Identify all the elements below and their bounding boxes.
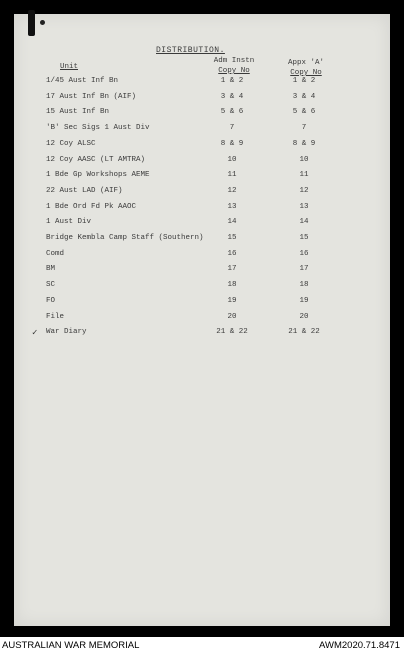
unit-cell: 12 Coy AASC (LT AMTRA) <box>46 156 146 164</box>
table-row <box>0 140 404 152</box>
table-row <box>0 265 404 277</box>
adm-instn-copy-cell: 18 <box>227 281 237 289</box>
unit-cell: SC <box>46 281 56 289</box>
unit-cell: 1/45 Aust Inf Bn <box>46 77 119 85</box>
unit-header: Unit <box>60 63 79 71</box>
appx-a-copy-cell: 3 & 4 <box>292 93 316 101</box>
footer-accession: AWM2020.71.8471 <box>319 640 400 651</box>
table-row <box>0 203 404 215</box>
adm-instn-copy-cell: 20 <box>227 313 237 321</box>
unit-cell: 22 Aust LAD (AIF) <box>46 187 123 195</box>
appx-a-copy-cell: 21 & 22 <box>288 328 320 336</box>
adm-instn-copy-cell: 3 & 4 <box>220 93 244 101</box>
document-title: DISTRIBUTION. <box>156 46 225 55</box>
adm-instn-copy-cell: 17 <box>227 265 237 273</box>
table-row <box>0 124 404 136</box>
appx-a-copy-cell: 20 <box>299 313 309 321</box>
adm-instn-copy-cell: 11 <box>227 171 237 179</box>
table-row <box>0 313 404 325</box>
unit-cell: 12 Coy ALSC <box>46 140 96 148</box>
adm-instn-copy-cell: 16 <box>227 250 237 258</box>
adm-instn-copy-cell: 7 <box>229 124 235 132</box>
adm-instn-copy-cell: 12 <box>227 187 237 195</box>
table-row <box>0 281 404 293</box>
unit-cell: 1 Bde Gp Workshops AEME <box>46 171 150 179</box>
appx-a-copy-cell: 1 & 2 <box>292 77 316 85</box>
unit-cell: 1 Aust Div <box>46 218 92 226</box>
table-row <box>0 297 404 309</box>
table-row <box>0 93 404 105</box>
table-row <box>0 218 404 230</box>
unit-cell: File <box>46 313 65 321</box>
appx-a-copy-cell: 18 <box>299 281 309 289</box>
col-b-header: Appx 'A' Copy No <box>287 59 324 77</box>
appx-a-copy-cell: 13 <box>299 203 309 211</box>
appx-a-copy-cell: 5 & 6 <box>292 108 316 116</box>
unit-cell: BM <box>46 265 56 273</box>
footer <box>0 637 404 653</box>
col-a-header: Adm Instn Copy No <box>213 57 255 75</box>
appx-a-copy-cell: 16 <box>299 250 309 258</box>
adm-instn-copy-cell: 5 & 6 <box>220 108 244 116</box>
adm-instn-copy-cell: 15 <box>227 234 237 242</box>
unit-cell: 1 Bde Ord Fd Pk AAOC <box>46 203 137 211</box>
appx-a-copy-cell: 8 & 9 <box>292 140 316 148</box>
appx-a-copy-cell: 17 <box>299 265 309 273</box>
table-row <box>0 108 404 120</box>
adm-instn-copy-cell: 13 <box>227 203 237 211</box>
adm-instn-copy-cell: 14 <box>227 218 237 226</box>
adm-instn-copy-cell: 8 & 9 <box>220 140 244 148</box>
appx-a-copy-cell: 10 <box>299 156 309 164</box>
appx-a-copy-cell: 14 <box>299 218 309 226</box>
table-row <box>0 171 404 183</box>
unit-cell: Bridge Kembla Camp Staff (Southern) <box>46 234 204 242</box>
appx-a-copy-cell: 15 <box>299 234 309 242</box>
table-row <box>0 234 404 246</box>
table-row <box>0 187 404 199</box>
appx-a-copy-cell: 11 <box>299 171 309 179</box>
table-row <box>0 77 404 89</box>
table-row <box>0 328 404 340</box>
adm-instn-copy-cell: 19 <box>227 297 237 305</box>
footer-source: AUSTRALIAN WAR MEMORIAL <box>2 640 140 651</box>
unit-cell: War Diary <box>46 328 87 336</box>
appx-a-copy-cell: 12 <box>299 187 309 195</box>
unit-cell: FO <box>46 297 56 305</box>
unit-cell: 17 Aust Inf Bn (AIF) <box>46 93 137 101</box>
table-row <box>0 156 404 168</box>
checkmark-icon: ✓ <box>32 328 38 338</box>
adm-instn-copy-cell: 1 & 2 <box>220 77 244 85</box>
appx-a-copy-cell: 7 <box>301 124 307 132</box>
unit-cell: Comd <box>46 250 65 258</box>
unit-cell: 'B' Sec Sigs 1 Aust Div <box>46 124 150 132</box>
unit-cell: 15 Aust Inf Bn <box>46 108 110 116</box>
table-row <box>0 250 404 262</box>
adm-instn-copy-cell: 21 & 22 <box>216 328 248 336</box>
appx-a-copy-cell: 19 <box>299 297 309 305</box>
adm-instn-copy-cell: 10 <box>227 156 237 164</box>
